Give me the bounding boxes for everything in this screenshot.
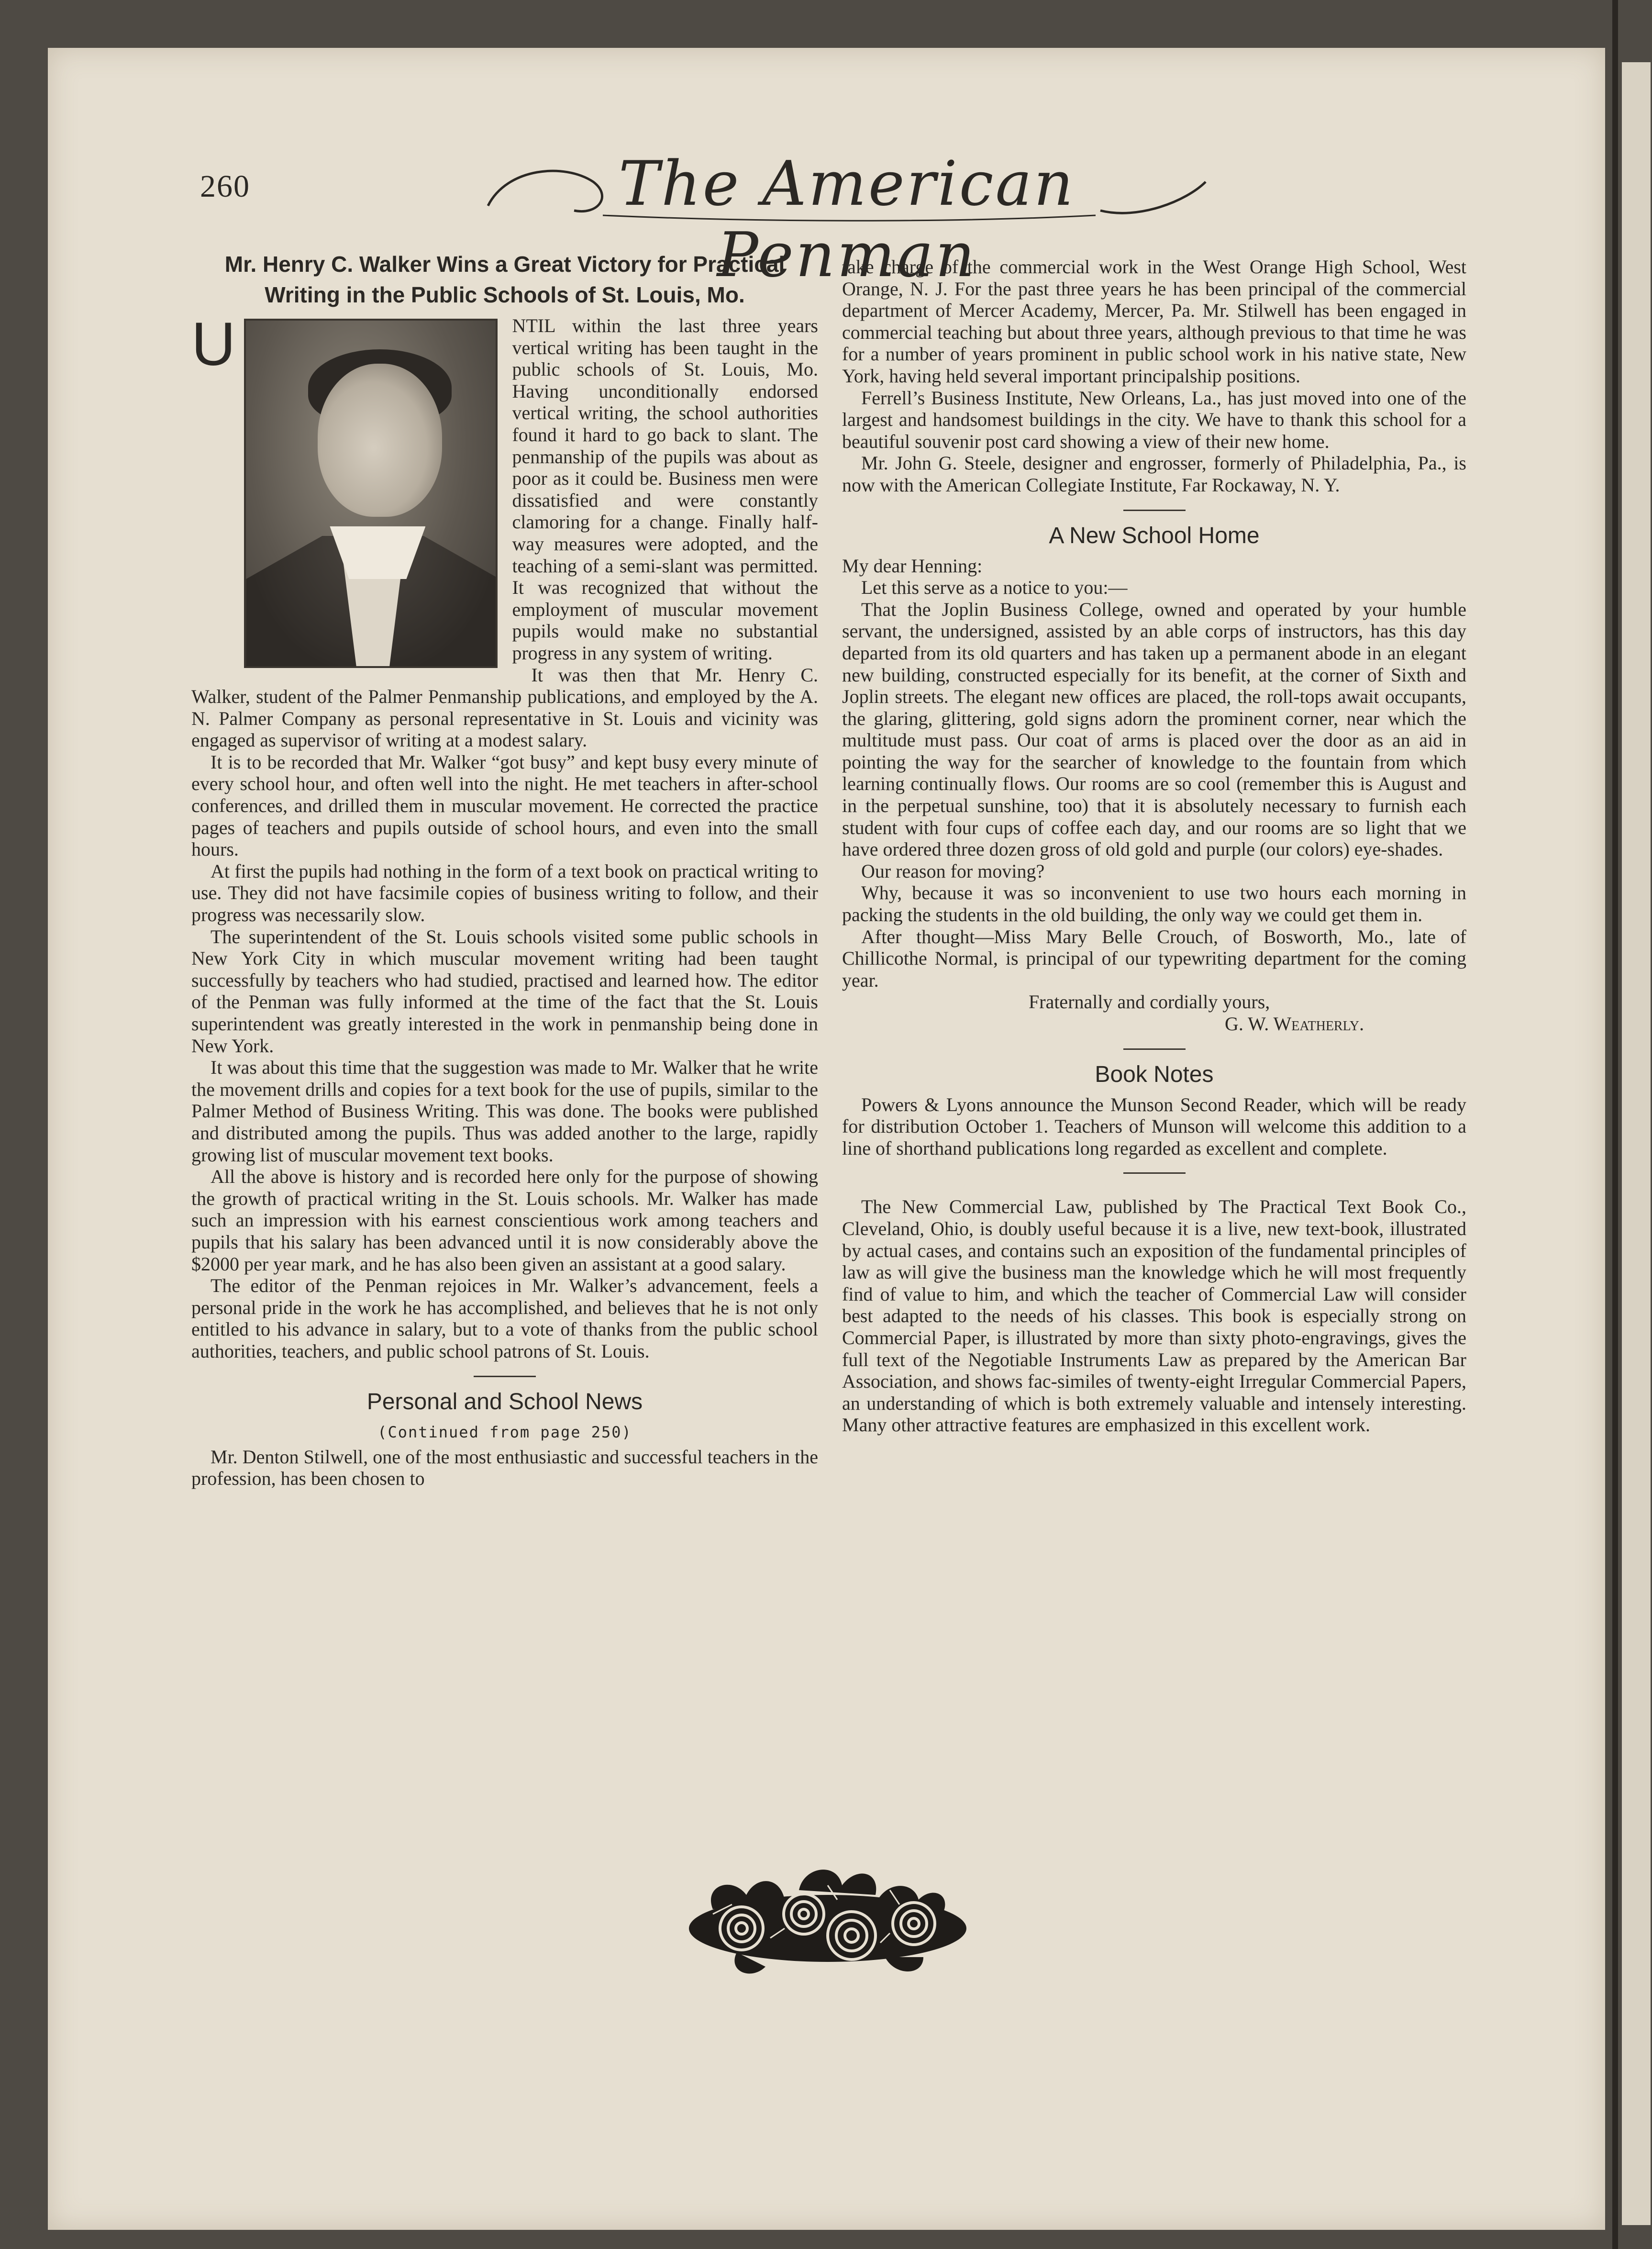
news-section-title: Personal and School News (366, 1389, 643, 1414)
rose-ornament-icon (684, 1857, 971, 1986)
book-notes-title: Book Notes (1095, 1061, 1214, 1087)
section-divider (474, 1376, 536, 1377)
article-headline-line-1: Mr. Henry C. Walker Wins a Great Victory for Practical (224, 252, 785, 277)
book-notes-paragraph-1: Powers & Lyons announce the Munson Second Reader, which will be ready for distribution October 1. Teachers of Munson will welcome this addition to a line of shorthand publications long regarded as excellent and complete. (842, 1093, 1466, 1159)
article-paragraph-5: The superintendent of the St. Louis schools visited some public schools in New York City in which muscular movement writing had been taught successfully by teachers who had studied, practised and learned how. The editor of the Penman was fully informed at the time of the fact that the St. Louis superintendent was greatly interested in the work in penmanship being done in New York. (191, 925, 818, 1057)
portrait-photo (244, 319, 498, 668)
drop-cap: U (191, 310, 236, 379)
article-paragraph-4: At first the pupils had nothing in the form of a text book on practical writing to use. They did not have facsimile copies of business writing to follow, and their progress was necessarily slow. (191, 860, 818, 926)
news-paragraph-continued: take charge of the commercial work in the West Orange High School, West Orange, N. J. For the past three years he has been principal of the commercial department of Mercer Academy, Mercer, Pa. Mr. Stilwell has been engaged in commercial teaching but about three years, although previous to that time he was for a number of years prominent in public school work in his native state, New York, having held several important principalship positions. (842, 256, 1466, 387)
news-continued-note: (Continued from page 250) (377, 1423, 632, 1441)
article-paragraph-6: It was about this time that the suggestion was made to Mr. Walker that he write the movement drills and copies for a text book for the use of pupils, similar to the Palmer Method of Business Writing. This was done. The books were published and distributed among the pupils. Thus was added another to the large, rapidly growing list of muscular movement text books. (191, 1057, 818, 1166)
article-body (191, 310, 818, 1362)
right-column (842, 256, 1466, 1436)
portrait-face (318, 364, 442, 517)
letter-paragraph-3: Our reason for moving? (861, 860, 1045, 882)
masthead-title: The American Penman (618, 148, 1075, 291)
letter-paragraph-1: Let this serve as a notice to you:— (861, 577, 1128, 599)
article-headline-line-2: Writing in the Public Schools of St. Louis, Mo. (265, 282, 745, 307)
article-paragraph-1-text: NTIL within the last three years vertical writing has been taught in the public schools of St. Louis, Mo. Having unconditionally endorsed vertical writing, the school authorities found it hard to go back to slant. The penmanship of the pupils was about as poor as it could be. Business men were dissatisfied and were constantly clamoring for a change. Finally half-way measures were adopted, and the teaching of a semi-slant was permitted. It was recognized that without the employment of muscular movement pupils would make no substantial progress in any system of writing. (512, 315, 818, 664)
page-number: 260 (200, 169, 250, 204)
article-paragraph-2: It was then that Mr. Henry C. Walker, student of the Palmer Penmanship publications, and employed by the A. N. Palmer Company as personal representative in St. Louis and vicinity was engaged as supervisor of writing at a modest salary. (191, 664, 818, 751)
letter-paragraph-5: After thought—Miss Mary Belle Crouch, of Bosworth, Mo., late of Chillicothe Normal, is principal of our typewriting department for the coming year. (842, 925, 1466, 991)
news-paragraph-ferrell: Ferrell’s Business Institute, New Orleans, La., has just moved into one of the largest and handsomest buildings in the city. We have to thank this school for a beautiful souvenir post card showing a view of their new home. (842, 387, 1466, 452)
letter-signature (842, 1013, 1466, 1035)
article-paragraph-3: It is to be recorded that Mr. Walker “got busy” and kept busy every minute of every school hour, and often well into the night. He met teachers in after-school conferences, and drilled them in muscular movement. He corrected the practice pages of teachers and pupils outside of school hours, and even into the small hours. (191, 751, 818, 860)
page-gutter (1612, 0, 1618, 2249)
facing-page-edge (1622, 62, 1651, 2225)
section-divider (1123, 510, 1186, 511)
section-divider (1123, 1048, 1186, 1050)
article-paragraph-7: All the above is history and is recorded here only for the purpose of showing the growth of practical writing in the St. Louis schools. Mr. Walker has made such an impression with his earnest conscientious work among teachers and pupils that his salary has been advanced until it is now considerably above the $2000 per year mark, and he has also been given an assistant at a good salary. (191, 1166, 818, 1275)
letter-salutation: My dear Henning: (842, 555, 983, 577)
letter-paragraph-4: Why, because it was so inconvenient to use two hours each morning in packing the students in the old building, the only way we could get them in. (842, 882, 1466, 926)
school-home-title: A New School Home (1049, 523, 1260, 548)
section-divider (1123, 1172, 1186, 1174)
left-column (191, 249, 818, 1490)
letter-closing: Fraternally and cordially yours, (1029, 991, 1270, 1013)
letter-signature-text: G. W. Weatherly. (1225, 1013, 1364, 1035)
article-paragraph-8: The editor of the Penman rejoices in Mr. Walker’s advancement, feels a personal pride in the work he has accomplished, and believes that he is not only entitled to his advance in salary, but to a vote of thanks from the public school authorities, teachers, and public school patrons of St. Louis. (191, 1275, 818, 1362)
letter-paragraph-2: That the Joplin Business College, owned and operated by your humble servant, the undersigned, assisted by an able corps of instructors, has this day departed from its old quarters and has taken up a permanent abode in an elegant new building, constructed especially for its benefit, at the corner of Sixth and Joplin streets. The elegant new offices are placed, the roll-tops await occupants, the glaring, glittering, gold signs adorn the prominent corner, near which the multitude must pass. Our coat of arms is placed over the door as an aid in pointing the way for the searcher of knowledge to the fountain from which learning continually flows. Our rooms are so cool (remember this is August and in the perpetual sunshine, too) that it is absolutely necessary to furnish each student with four cups of coffee each day, and our rooms are so light that we have ordered three dozen gross of old gold and purple (our colors) eye-shades. (842, 598, 1466, 860)
news-paragraph-1: Mr. Denton Stilwell, one of the most enthusiastic and successful teachers in the profession, has been chosen to (191, 1446, 818, 1490)
news-paragraph-steele: Mr. John G. Steele, designer and engrosser, formerly of Philadelphia, Pa., is now with the American Collegiate Institute, Far Rockaway, N. Y. (842, 452, 1466, 496)
article-paragraph-1 (191, 310, 818, 664)
book-notes-paragraph-2: The New Commercial Law, published by The Practical Text Book Co., Cleveland, Ohio, is doubly useful because it is a live, new text-book, illustrated by actual cases, and contains such an exposition of the fundamental principles of law as will give the business man the knowledge which he will most frequently find of value to him, and which the teacher of Commercial Law will consider best adapted to the needs of his classes. This book is especially strong on Commercial Paper, is illustrated by more than sixty photo-engravings, gives the full text of the Negotiable Instruments Law as prepared by the American Bar Association, and shows fac-similes of twenty-eight Irregular Commercial Papers, an understanding of which is both extremely valuable and intensely interesting. Many other attractive features are emphasized in this excellent work. (842, 1196, 1466, 1436)
